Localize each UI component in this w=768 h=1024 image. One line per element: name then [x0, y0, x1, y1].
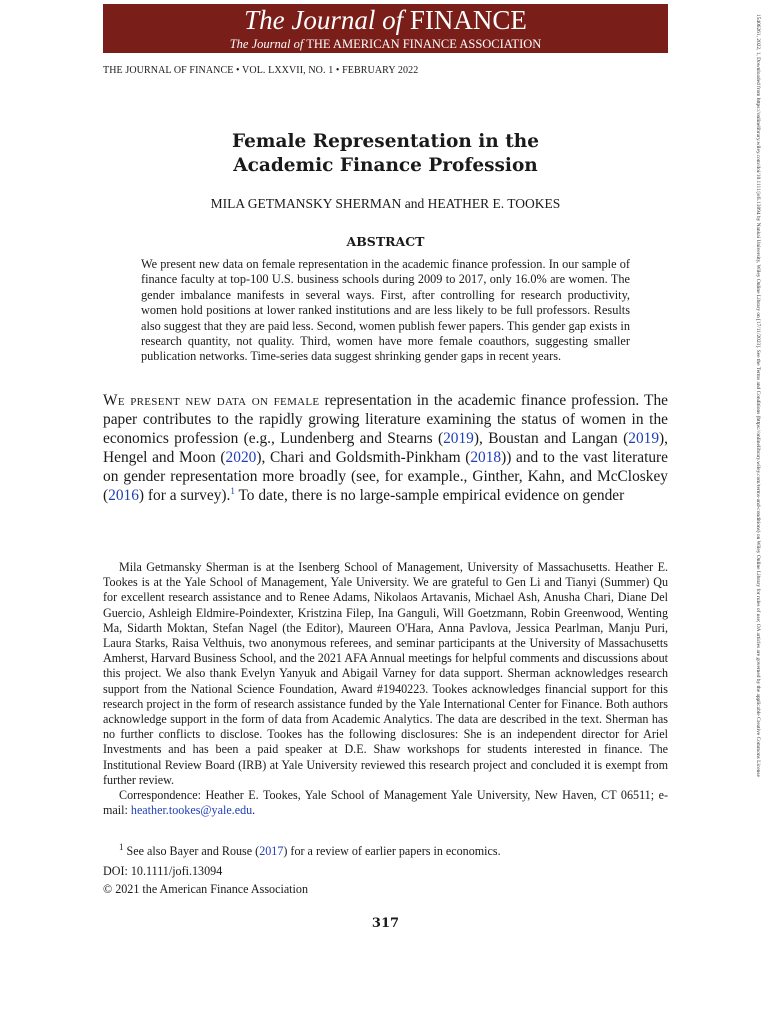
abstract-text: We present new data on female representation in the academic finance profession. In our sample of finance faculty at top-100 U.S. business schools during 2009 to 2017, only 16.0% are women. The gender imbalance manifests in several ways. First, after controlling for research productivity, women hold positions at lower ranked institutions and are less likely to be full professors. Results also suggest that they are paid less. Second, women publish fewer papers. This gender gap exists in research quantity, not quality. Third, women have more female coauthors, suggesting smaller publication networks. Time-series data suggest shrinking gender gaps in recent years. [141, 257, 630, 364]
footnote-marker-link[interactable]: 1 [230, 485, 235, 496]
page-number: 317 [371, 916, 400, 931]
footnote-1-text: ) for a review of earlier papers in economics. [283, 844, 501, 858]
article-authors: MILA GETMANSKY SHERMAN and HEATHER E. TOOKES [210, 196, 561, 211]
affiliation-note: Mila Getmansky Sherman is at the Isenberg School of Management, University of Massachusetts. Heather E. Tookes is at the Yale School of Management, Yale University. We are grateful to Gen Li and Tianyi (Summer) Qu for excellent research assistance and to Renee Adams, Nikolaos Artavanis, Michael Ash, Anusha Chari, Diane Del Guercio, Ashleigh Eldmire-Poindexter, Kristzina Filep, Ina Ganguli, Will Goetzmann, Robin Greenwood, Wenting Ma, Sidarth Moktan, Stefan Nagel (the Editor), Maureen O'Hara, Anna Pavlova, Jessica Pearlman, Manju Puri, Laura Starks, Raisa Velthuis, two anonymous referees, and seminar participants at the University of Massachusetts Amherst, Harvard Business School, and the 2021 AFA Annual meetings for helpful comments and discussions about this project. We also thank Evelyn Yanyuk and Abigail Varney for data support. Sherman acknowledges research support from the National Science Foundation, Award #1940223. Tookes acknowledges financial support for this research project in the form of research assistance funded by the Yale International Center for Finance. Both authors acknowledge support in the form of data from Academic Analytics. The data are described in the text. Sherman has no further conflicts to disclose. Tookes has the following disclosures: She is an independent director for Ariel Investments and has been a paid speaker at D.E. Shaw workshops for students interested in finance. The Institutional Review Board (IRB) at Yale University reviewed this research project and concluded it is exempt from further review. [103, 560, 668, 787]
body-text-run: To date, there is no large-sample empirical evidence on gender [234, 487, 625, 504]
article-title-line-2: Academic Finance Profession [233, 155, 538, 176]
body-text-run: ) for a survey). [138, 487, 231, 504]
journal-title-caps: FINANCE [409, 5, 527, 35]
journal-title-italic: The Journal of [244, 5, 404, 35]
journal-subtitle [103, 37, 668, 51]
body-text-run: ), Chari and Goldsmith-Pinkham ( [256, 449, 471, 466]
body-paragraph [103, 391, 668, 505]
correspondence-note [103, 788, 668, 818]
body-text-run: representation in the academic finance profession. The paper contributes to the rapidly growing literature examining the status of women in the economics profession (e.g., Lundenberg and Stearns ( [103, 392, 668, 447]
body-lead-smallcaps: We present new data on female [103, 392, 320, 409]
email-link[interactable]: heather.tookes@yale.edu [130, 803, 253, 818]
citation-link[interactable]: 2019 [443, 430, 474, 447]
doi-line: DOI: 10.1111/jofi.13094 [103, 864, 223, 878]
correspondence-suffix: . [252, 803, 256, 818]
citation-link[interactable]: 2016 [108, 487, 139, 504]
article-title [103, 130, 668, 178]
footnote-1-text: See also Bayer and Rouse ( [123, 844, 260, 858]
journal-banner [103, 4, 668, 53]
body-text-run: ), Hengel and Moon ( [103, 430, 669, 466]
citation-link[interactable]: 2017 [259, 844, 284, 858]
body-text-run: ), Boustan and Langan ( [473, 430, 629, 447]
author-footnote [103, 560, 668, 818]
article-title-line-1: Female Representation in the [232, 131, 539, 152]
citation-link[interactable]: 2020 [225, 449, 257, 466]
copyright-line: © 2021 the American Finance Association [103, 882, 308, 896]
footnote-1-marker: 1 [119, 841, 124, 852]
journal-subtitle-caps: THE AMERICAN FINANCE ASSOCIATION [306, 37, 542, 51]
journal-subtitle-italic: The Journal of [229, 37, 304, 51]
footnote-1 [119, 841, 668, 859]
abstract-heading: ABSTRACT [346, 234, 425, 249]
correspondence-text: Correspondence: Heather E. Tookes, Yale School of Management Yale University, New Haven, CT 06511; e-mail: [103, 788, 668, 818]
running-head: THE JOURNAL OF FINANCE • VOL. LXXVII, NO. 1 • FEBRUARY 2022 [103, 65, 419, 76]
citation-link[interactable]: 2019 [628, 430, 660, 447]
download-notice-text: 15406261, 2022, 1, Downloaded from https://onlinelibrary.wiley.com/doi/10.1111/jofi.13094 by Nankai University, Wiley Online Library on [17/11/2023]. See the Terms and Conditions (https://onlinelibrary.wiley.com/terms-and-conditions) on Wiley Online Library for rules of use; OA articles are governed by the applicable Creative Commons License [755, 14, 761, 777]
journal-title [103, 6, 668, 34]
download-notice-strip [754, 14, 762, 1010]
body-text-run: )) and to the vast literature on gender representation more broadly (see, for example., Ginther, Kahn, and McCloskey ( [103, 449, 668, 504]
citation-link[interactable]: 2018 [470, 449, 502, 466]
